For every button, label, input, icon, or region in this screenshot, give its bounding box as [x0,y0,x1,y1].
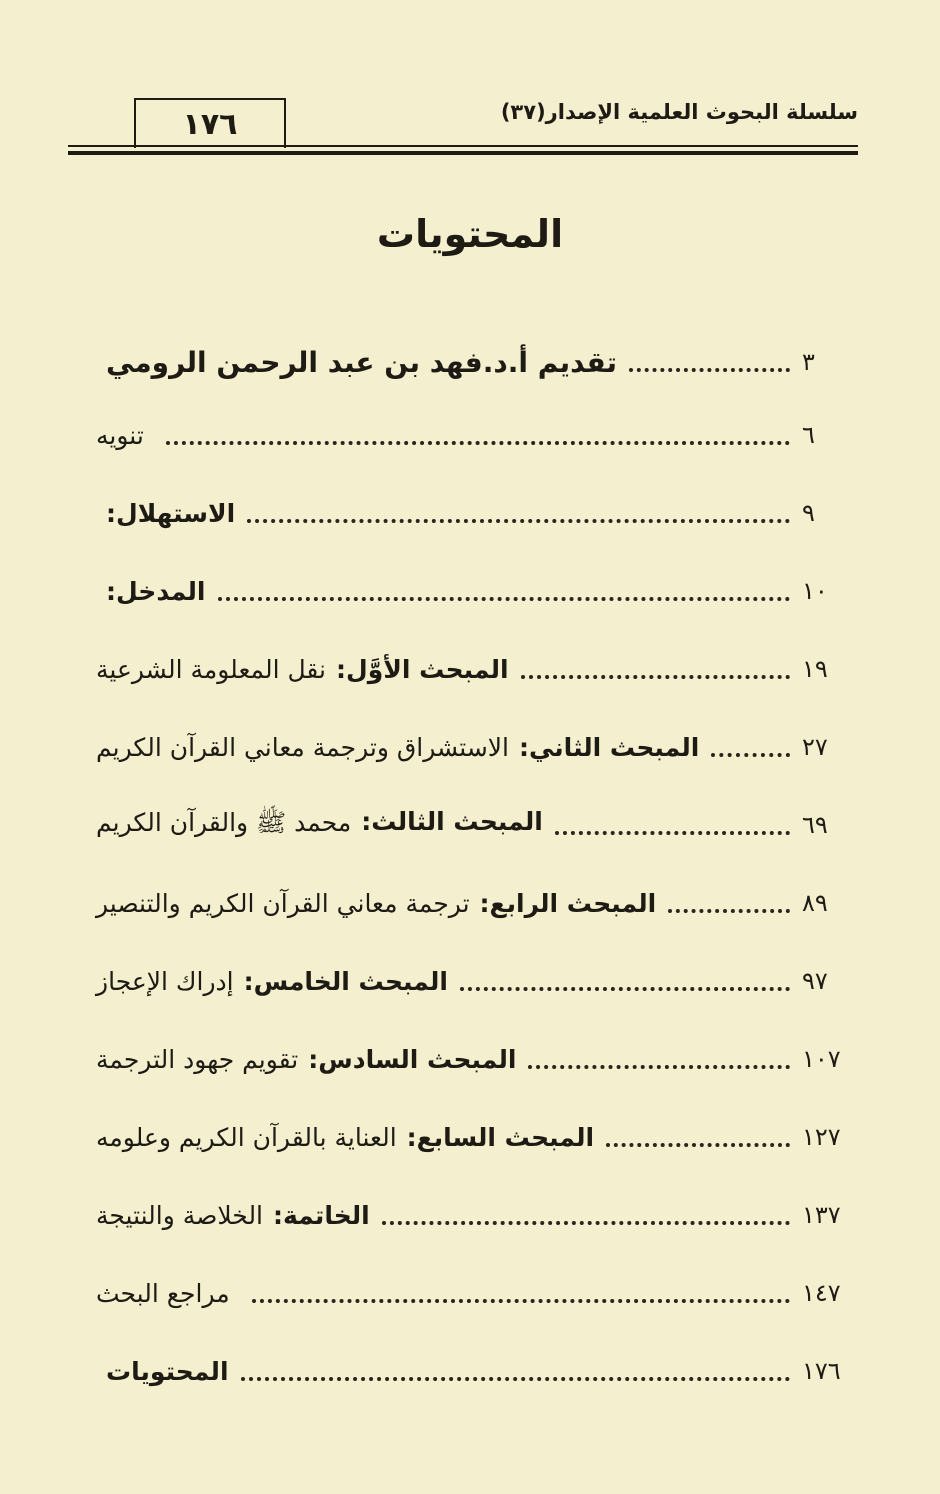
entry-page-number: ٢٧ [802,733,828,761]
entry-page-number: ٦ [802,421,815,449]
entry-label [96,889,656,918]
entry-label-rest: تنويه [96,420,144,450]
dot-leader [629,368,790,372]
entry-label-rest: ترجمة معاني القرآن الكريم والتنصير [96,888,470,918]
entry-label [96,1357,229,1386]
dot-leader [711,753,790,757]
toc-entry [96,1020,848,1098]
entry-label-rest: الخلاصة والنتيجة [96,1200,264,1230]
entry-label-rest: الاستشراق وترجمة معاني القرآن الكريم [96,732,509,762]
toc-entry [96,474,848,552]
entry-label-bold: المدخل: [106,576,206,606]
entry-page-number: ١٣٧ [802,1201,841,1229]
dot-leader [528,1065,790,1069]
dot-leader [521,675,790,679]
entry-label-bold: المبحث السابع: [406,1122,595,1152]
entry-label-bold: المبحث الرابع: [479,888,657,918]
entry-label-bold: المحتويات [106,1356,229,1386]
entry-label-bold: المبحث الخامس: [243,966,448,996]
dot-leader [241,1377,790,1381]
toc-entry [96,552,848,630]
series-title: سلسلة البحوث العلمية الإصدار(٣٧) [500,100,858,124]
entry-label [96,421,154,450]
entry-label [96,1123,594,1152]
page-number-box [134,98,286,148]
entry-label [96,1201,370,1230]
toc-entry [96,864,848,942]
page-number: ١٧٦ [182,106,238,142]
toc-entry [96,630,848,708]
toc-entry [96,1098,848,1176]
entry-label [96,346,617,379]
entry-label [96,499,235,528]
entry-label-rest: نقل المعلومة الشرعية [96,654,327,684]
entry-label-bold: تقديم أ.د.فهد بن عبد الرحمن الرومي [106,345,617,379]
entry-label-rest: تقويم جهود الترجمة [96,1044,299,1074]
toc-entry [96,328,848,396]
entry-label-rest: العناية بالقرآن الكريم وعلومه [96,1122,397,1152]
table-of-contents [96,328,848,1410]
running-header [68,90,858,156]
toc-entry [96,942,848,1020]
entry-label-rest: إدراك الإعجاز [96,966,234,996]
entry-label [96,655,509,684]
entry-page-number: ٦٩ [802,811,828,839]
dot-leader [166,441,790,445]
entry-label [96,1279,240,1308]
entry-label-bold: المبحث السادس: [308,1044,517,1074]
entry-label-rest: محمد ﷺ والقرآن الكريم [96,807,352,837]
dot-leader [252,1299,790,1303]
entry-label-bold: المبحث الأوَّل: [336,654,509,684]
toc-entry [96,1176,848,1254]
entry-label [96,807,543,844]
entry-page-number: ١٧٦ [802,1357,841,1385]
toc-entry [96,1254,848,1332]
dot-leader [382,1221,790,1225]
entry-page-number: ٩ [802,499,815,527]
entry-label-bold: المبحث الثالث: [361,806,543,836]
entry-page-number: ١٢٧ [802,1123,841,1151]
entry-page-number: ١٩ [802,655,828,683]
entry-label [96,967,448,996]
entry-label [96,1045,516,1074]
header-rule-thick [68,151,858,155]
entry-page-number: ١٠٧ [802,1045,841,1073]
entry-page-number: ١٤٧ [802,1279,841,1307]
header-rule-thin [68,145,858,147]
entry-page-number: ٣ [802,348,815,376]
entry-page-number: ١٠ [802,577,828,605]
entry-label [96,577,206,606]
toc-entry [96,396,848,474]
entry-label-bold: الخاتمة: [273,1200,370,1230]
dot-leader [555,831,790,835]
entry-label-bold: المبحث الثاني: [519,732,700,762]
entry-label [96,733,699,762]
dot-leader [606,1143,790,1147]
entry-label-rest: مراجع البحث [96,1278,230,1308]
toc-entry [96,786,848,864]
entry-label-bold: الاستهلال: [106,498,236,528]
entry-page-number: ٨٩ [802,889,828,917]
dot-leader [218,597,791,601]
toc-entry [96,708,848,786]
dot-leader [247,519,790,523]
dot-leader [668,909,790,913]
toc-entry [96,1332,848,1410]
page-title: المحتويات [376,212,564,256]
dot-leader [460,987,790,991]
entry-page-number: ٩٧ [802,967,828,995]
